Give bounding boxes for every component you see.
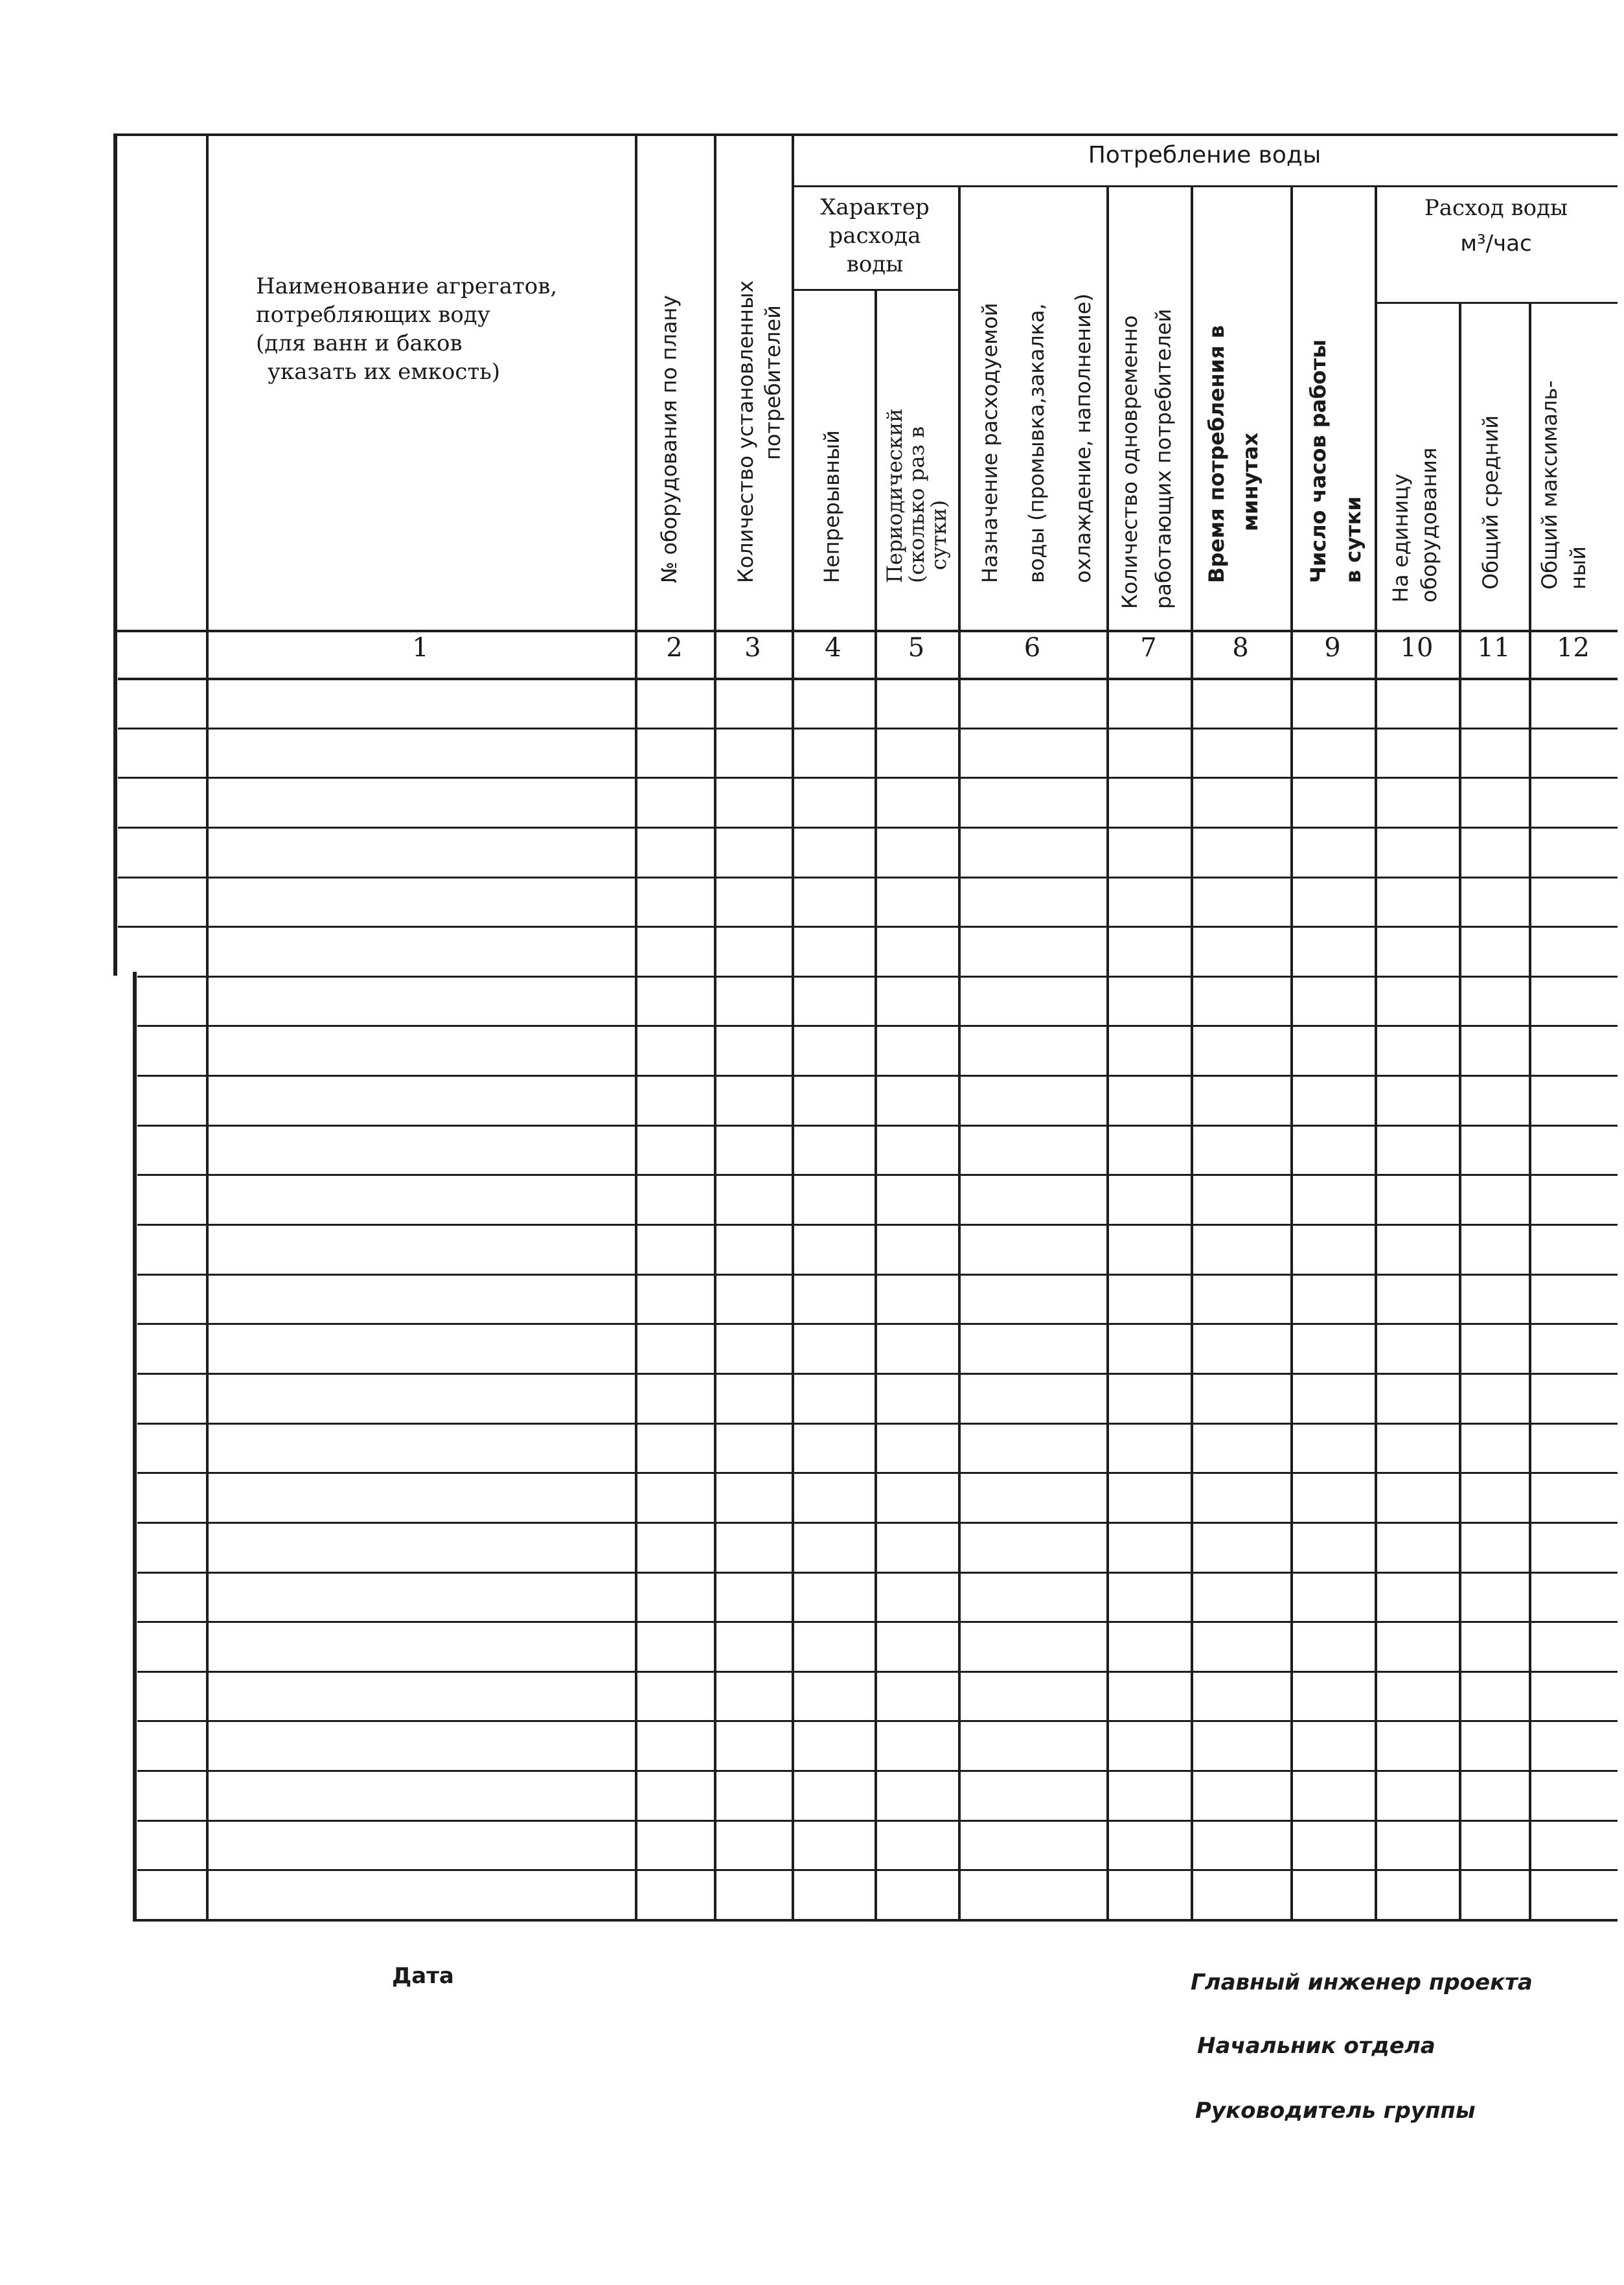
col12-header-line1: Общий максималь- [1537,380,1562,590]
col-divider-9 [1290,185,1293,1922]
table-row-line [137,1025,1618,1027]
col1-header-line3: (для ванн и баков [256,330,463,356]
date-label: Дата [392,1963,454,1989]
col6-header-line3: охлаждение, наполнение) [1071,293,1095,583]
flow-header-divider [1375,302,1618,304]
col8-header-line1: Время потребления в [1204,325,1229,583]
col5-header-line1: Периодический [882,408,907,583]
column-number: 7 [1140,633,1157,663]
col5-header [884,408,950,583]
col6-header [966,293,1106,583]
table-row-line [137,1522,1618,1524]
flow-header [1375,192,1618,263]
col9-header [1301,339,1371,583]
col1-header [256,272,557,386]
col-divider-2 [635,133,637,1922]
character-header-line1: Характер [820,194,930,220]
col1-header-line4: указать их емкость) [268,359,501,385]
col-divider-6 [958,185,961,1922]
column-number: 12 [1557,633,1590,663]
table-row-line [137,1125,1618,1127]
col-divider-7 [1106,185,1109,1922]
col12-header-line2: ный [1566,546,1590,590]
table-row-line [137,1472,1618,1474]
table-row-line [137,1274,1618,1276]
table-row-line [137,1075,1618,1077]
col-divider-8 [1191,185,1193,1922]
table-row-line [137,1423,1618,1425]
group-header: Потребление воды [1088,142,1321,168]
table-row-line [118,728,1618,729]
col7-header-line2: работающих потребителей [1151,308,1176,609]
table-left-border [113,133,117,976]
col7-header-line1: Количество одновременно [1117,315,1142,609]
flow-header-line2: м³/час [1460,231,1532,257]
table-row-line [137,1323,1618,1325]
table-row-line [137,1770,1618,1772]
col10-header-line1: На единицу [1388,474,1413,603]
column-number: 3 [744,633,761,663]
col8-header [1200,325,1267,583]
table-top-border [113,133,1618,136]
chief-engineer-signature: Главный инженер проекта [1191,1969,1533,1995]
table-row-line [137,1671,1618,1673]
col8-header-line2: минутах [1238,432,1263,531]
col5-header-line3: сутки) [926,499,951,570]
col11-header: Общий средний [1478,415,1503,590]
column-number: 1 [412,633,429,663]
table-row-line [137,1224,1618,1226]
col2-header: № оборудования по плану [657,295,681,583]
col9-header-line2: в сутки [1341,496,1366,583]
col-divider-5 [875,289,877,1922]
numbers-row-border [118,678,1618,680]
column-number: 10 [1400,633,1434,663]
column-number: 11 [1477,633,1511,663]
col7-header [1113,309,1180,609]
col1-header-line1: Наименование агрегатов, [256,273,558,299]
col3-header-line1: Количество установленных [733,280,758,583]
table-row-line [137,1720,1618,1722]
table-row-line [137,1621,1618,1623]
col6-header-line2: воды (промывка,закалка, [1024,303,1049,583]
column-number: 8 [1232,633,1249,663]
table-row-line [137,1869,1618,1871]
col-divider-10 [1375,185,1377,1922]
col3-header-line2: потребителей [761,305,785,460]
col-divider-1 [206,133,209,1922]
header-bottom-border [117,630,1618,632]
table-row-line [137,1820,1618,1822]
column-number: 6 [1024,633,1041,663]
col-divider-3 [714,133,716,1922]
col6-header-line1: Назначение расходуемой [978,303,1002,583]
col1-header-line2: потребляющих воду [256,302,490,328]
table-row-line [137,1373,1618,1375]
column-number: 4 [825,633,841,663]
department-head-signature: Начальник отдела [1197,2033,1435,2059]
group-header-divider [792,185,1618,187]
table-left-border-lower [133,972,137,1922]
table-row-line [137,1572,1618,1574]
col10-header [1386,448,1443,603]
table-row-line [137,1174,1618,1176]
table-row-line [118,827,1618,829]
column-number: 5 [908,633,925,663]
col4-header: Непрерывный [819,430,844,583]
character-header-line2: расхода [829,223,921,249]
flow-header-line1: Расход воды [1424,195,1568,221]
table-row-line [137,976,1618,978]
character-header-line3: воды [846,251,904,277]
column-number: 9 [1324,633,1341,663]
col5-header-line2: (сколько раз в [904,426,929,583]
col-divider-12 [1529,302,1531,1922]
table-row-line [118,877,1618,878]
col-divider-11 [1459,302,1461,1922]
col-divider-4 [792,133,794,1922]
col10-header-line2: оборудования [1417,447,1441,603]
col9-header-line1: Число часов работы [1306,339,1331,583]
table-row-line [118,926,1618,928]
col3-header [732,281,786,583]
group-leader-signature: Руководитель группы [1195,2098,1476,2124]
col12-header [1535,380,1592,590]
column-number: 2 [666,633,683,663]
character-header [792,193,958,279]
table-row-line [118,777,1618,779]
